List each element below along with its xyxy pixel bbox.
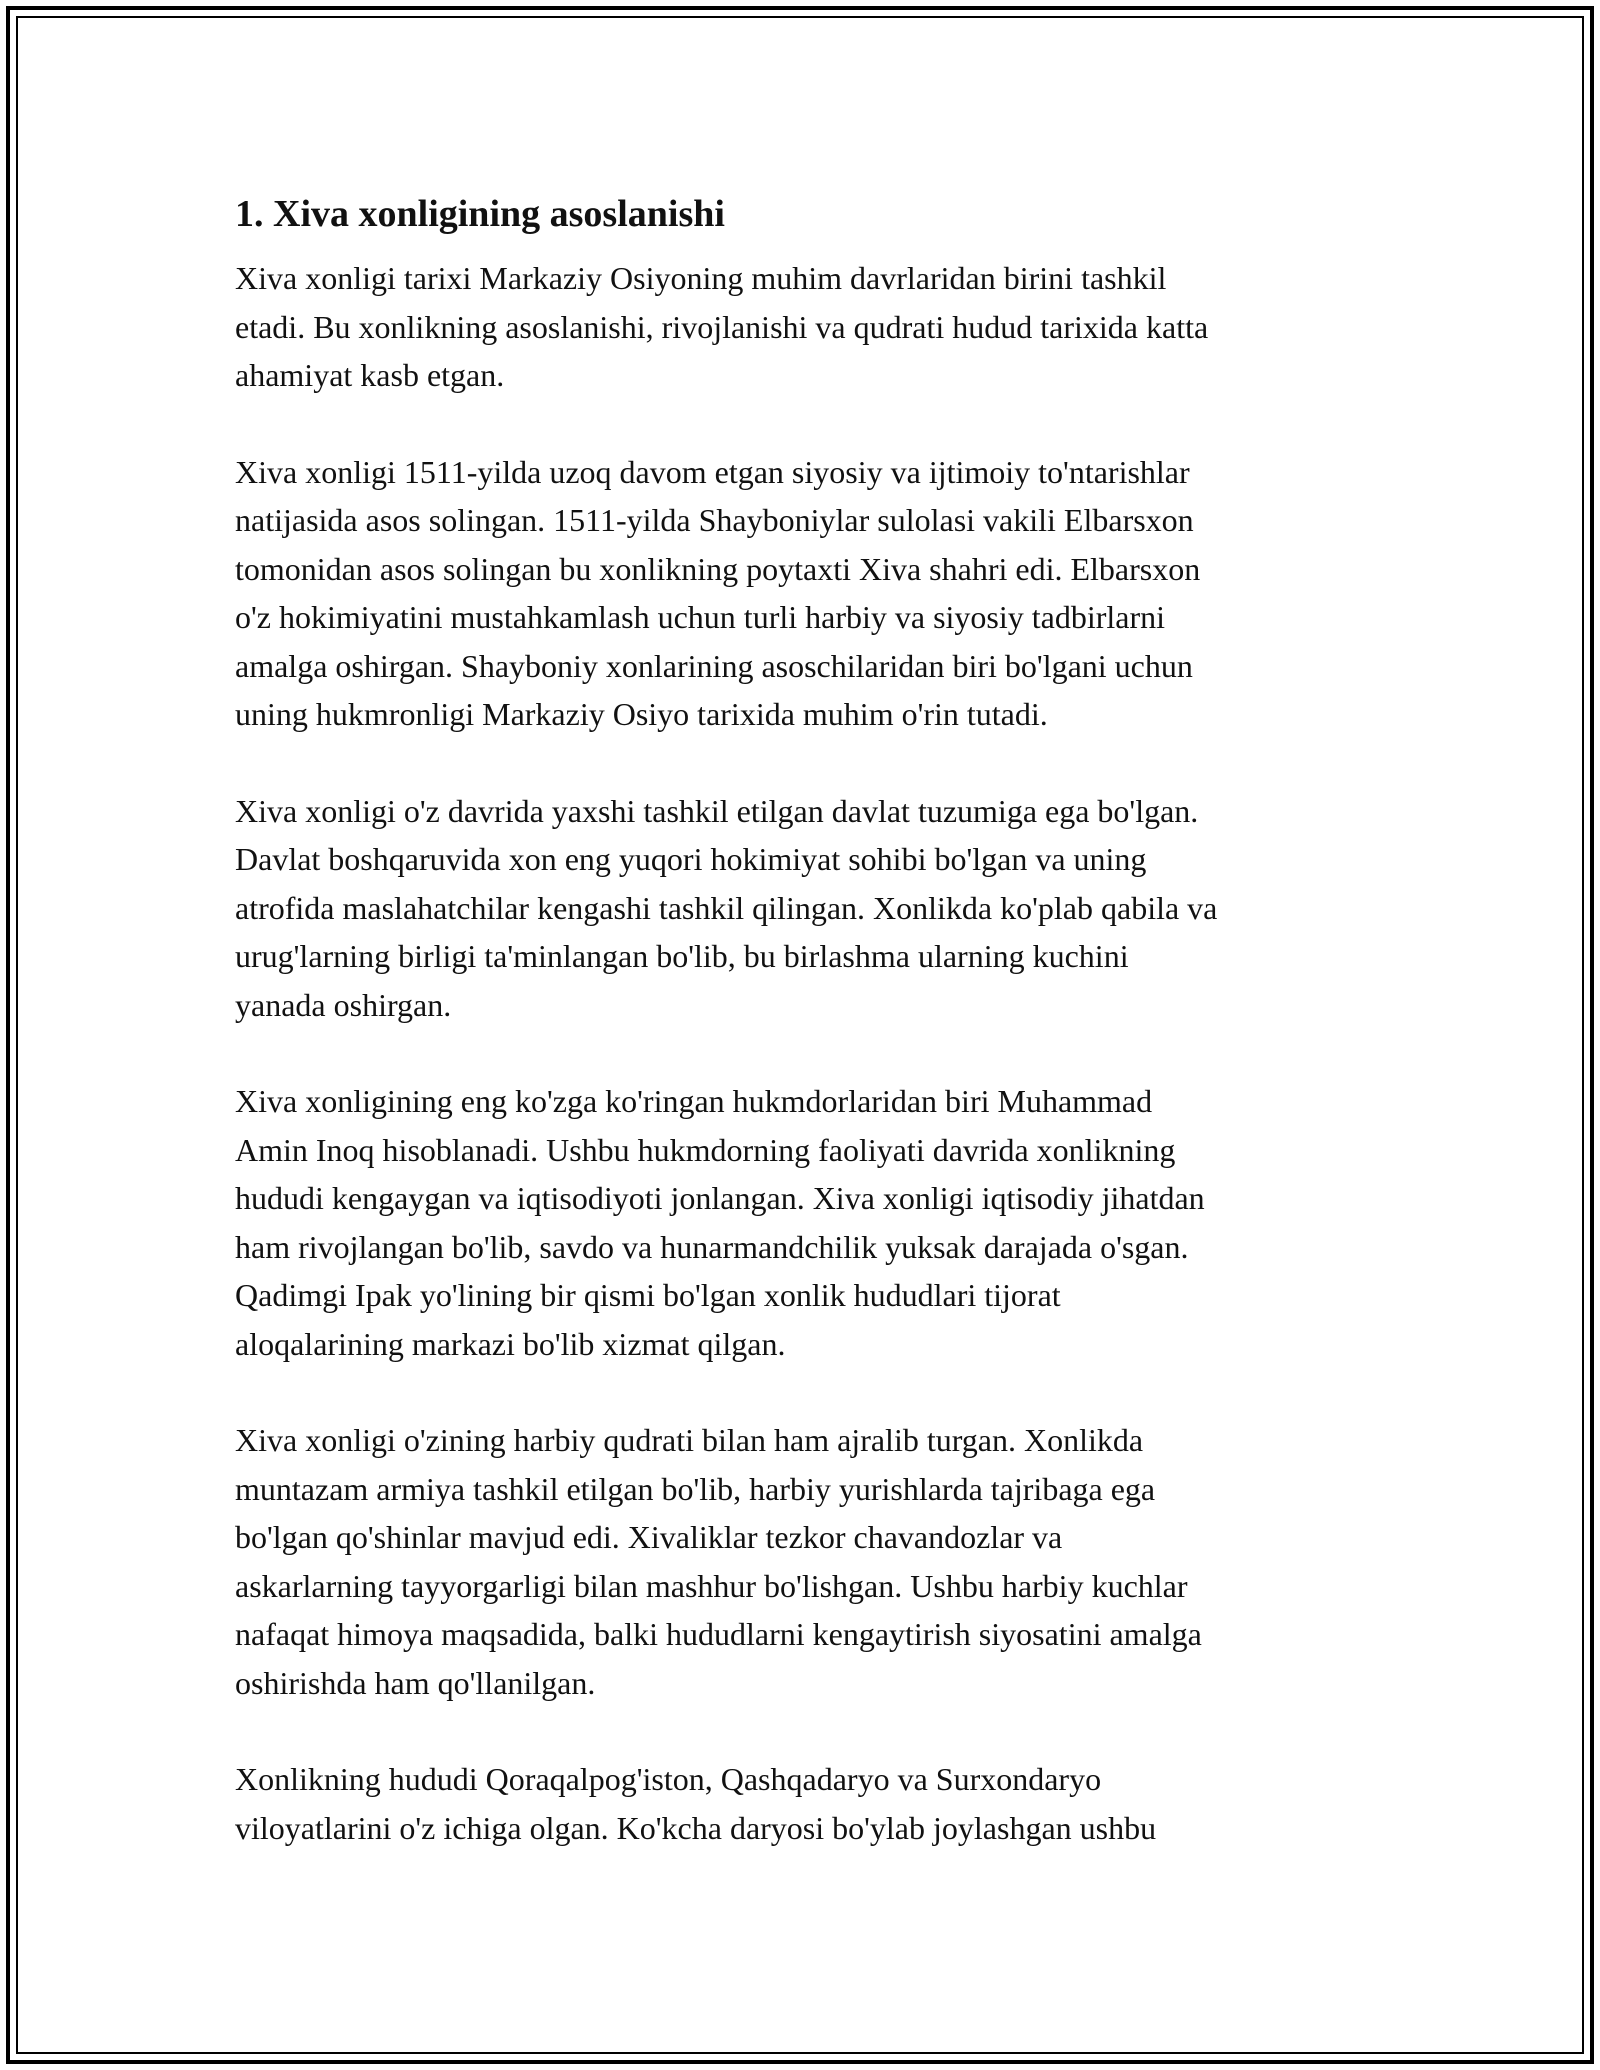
paragraph-line: muntazam armiya tashkil etilgan bo'lib, harbiy yurishlarda tajribaga ega [235,1470,1156,1507]
paragraph-line: Xiva xonligi o'z davrida yaxshi tashkil etilgan davlat tuzumiga ega bo'lgan. [235,792,1199,829]
paragraph-list [235,254,1375,1852]
paragraph-line: Xiva xonligi o'zining harbiy qudrati bilan ham ajralib turgan. Xonlikda [235,1422,1144,1458]
paragraph-line: oshirishda ham qo'llanilgan. [235,1664,596,1701]
paragraph [235,787,1375,1030]
paragraph-line: Xiva xonligi 1511-yilda uzoq davom etgan siyosiy va ijtimoiy to'ntarishlar [235,453,1190,490]
paragraph [235,448,1375,739]
paragraph-line: Xiva xonligi tarixi Markaziy Osiyoning muhim davrlaridan birini tashkil [235,260,1167,296]
paragraph-line: Amin Inoq hisoblanadi. Ushbu hukmdorning faoliyati davrida xonlikning [235,1131,1176,1168]
paragraph-line: yanada oshirgan. [235,986,452,1023]
paragraph-line: bo'lgan qo'shinlar mavjud edi. Xivaliklar tezkor chavandozlar va [235,1519,1063,1555]
paragraph-line: ham rivojlangan bo'lib, savdo va hunarmandchilik yuksak darajada o'sgan. [235,1228,1189,1265]
paragraph [235,1755,1375,1852]
paragraph-line: amalga oshirgan. Shayboniy xonlarining asoschilaridan biri bo'lgani uchun [235,647,1193,684]
paragraph-line: hududi kengaygan va iqtisodiyoti jonlangan. Xiva xonligi iqtisodiy jihatdan [235,1180,1205,1216]
paragraph-line: o'z hokimiyatini mustahkamlash uchun turli harbiy va siyosiy tadbirlarni [235,599,1166,635]
paragraph-line: natijasida asos solingan. 1511-yilda Shayboniylar sulolasi vakili Elbarsxon [235,502,1194,538]
paragraph-line: atrofida maslahatchilar kengashi tashkil qilingan. Xonlikda ko'plab qabila va [235,889,1218,926]
paragraph-line: ahamiyat kasb etgan. [235,357,505,393]
paragraph-line: askarlarning tayyorgarligi bilan mashhur bo'lishgan. Ushbu harbiy kuchlar [235,1567,1188,1604]
paragraph-line: nafaqat himoya maqsadida, balki hududlarni kengaytirish siyosatini amalga [235,1616,1202,1652]
paragraph-line: urug'larning birligi ta'minlangan bo'lib, bu birlashma ularning kuchini [235,938,1129,974]
paragraph-line: tomonidan asos solingan bu xonlikning poytaxti Xiva shahri edi. Elbarsxon [235,550,1201,587]
paragraph-line: viloyatlarini o'z ichiga olgan. Ko'kcha daryosi bo'ylab joylashgan ushbu [235,1809,1157,1846]
paragraph-line: uning hukmronligi Markaziy Osiyo tarixida muhim o'rin tutadi. [235,696,1048,732]
paragraph-line: Davlat boshqaruvida xon eng yuqori hokimiyat sohibi bo'lgan va uning [235,841,1147,877]
paragraph [235,1077,1375,1368]
section-heading: 1. Xiva xonligining asoslanishi [235,193,725,235]
paragraph-line: aloqalarining markazi bo'lib xizmat qilgan. [235,1325,786,1362]
paragraph-line: Qadimgi Ipak yo'lining bir qismi bo'lgan xonlik hududlari tijorat [235,1277,1061,1313]
paragraph [235,254,1375,400]
paragraph-line: Xonlikning hududi Qoraqalpog'iston, Qashqadaryo va Surxondaryo [235,1761,1102,1797]
document-body [235,186,1375,1900]
paragraph [235,1416,1375,1707]
paragraph-line: etadi. Bu xonlikning asoslanishi, rivojlanishi va qudrati hudud tarixida katta [235,308,1209,345]
paragraph-line: Xiva xonligining eng ko'zga ko'ringan hukmdorlaridan biri Muhammad [235,1083,1153,1119]
